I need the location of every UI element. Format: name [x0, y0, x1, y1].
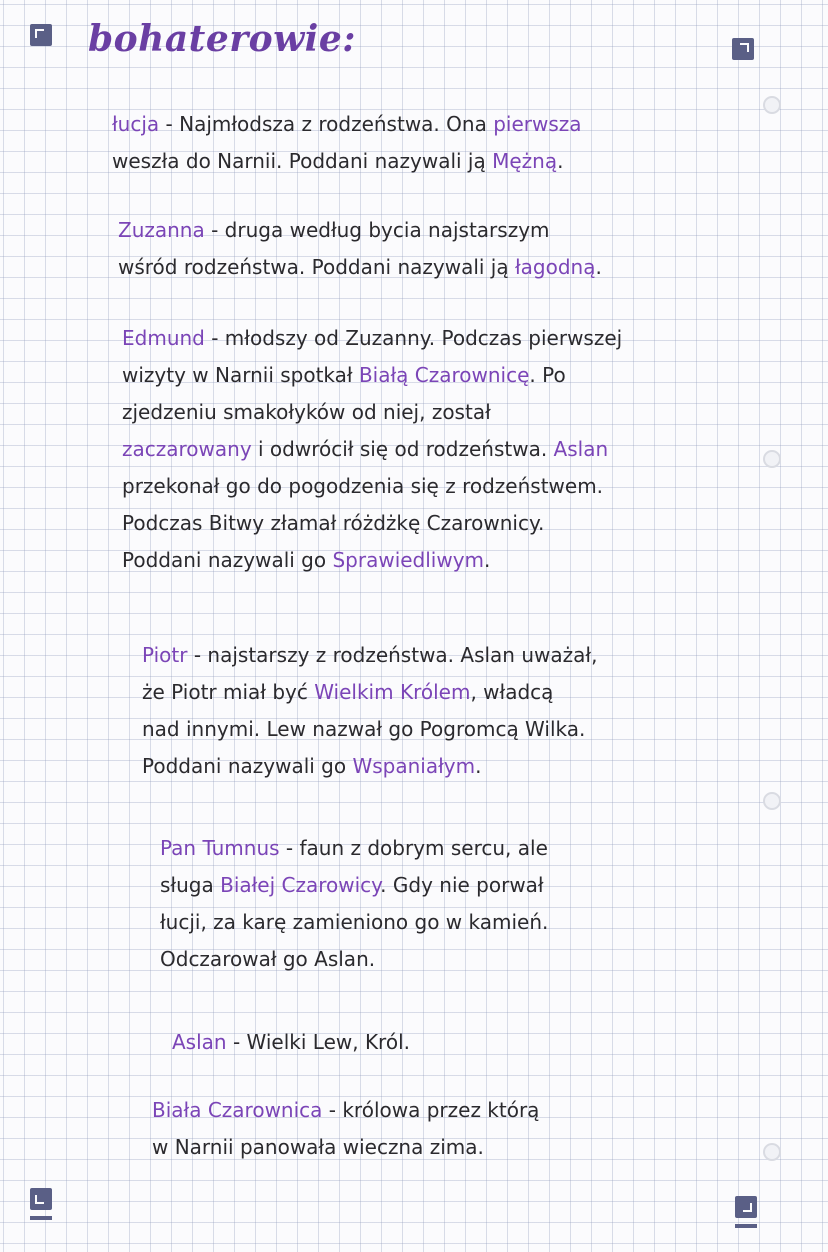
- entry-line: [142, 711, 597, 748]
- binder-hole: [763, 96, 781, 114]
- entry-line: [160, 904, 548, 941]
- corner-mark-bottom-left: [30, 1188, 52, 1210]
- entry-line: [160, 941, 548, 978]
- entry-line: [112, 106, 582, 143]
- highlighted-text: Zuzanna: [118, 218, 205, 242]
- highlighted-text: Pan Tumnus: [160, 836, 280, 860]
- entry-zuzanna: [118, 212, 602, 286]
- highlighted-text: Mężną: [492, 149, 558, 173]
- entry-text: .: [475, 754, 482, 778]
- binder-hole: [763, 450, 781, 468]
- entry-text: .: [484, 548, 491, 572]
- entry-text: - królowa przez którą: [322, 1098, 540, 1122]
- entry-text: sługa: [160, 873, 221, 897]
- entry-text: .: [595, 255, 602, 279]
- highlighted-text: Biała Czarownica: [152, 1098, 323, 1122]
- entry-text: .: [557, 149, 564, 173]
- highlighted-text: Aslan: [172, 1030, 227, 1054]
- entry-text: zjedzeniu smakołyków od niej, został: [122, 400, 491, 424]
- corner-mark-top-right: [732, 38, 754, 60]
- entry-text: - Wielki Lew, Król.: [226, 1030, 410, 1054]
- highlighted-text: Wielkim Królem: [314, 680, 471, 704]
- entry-text: Podczas Bitwy złamał różdżkę Czarownicy.: [122, 511, 545, 535]
- highlighted-text: Wspaniałym: [352, 754, 476, 778]
- entry-line: [142, 674, 597, 711]
- highlighted-text: Białą Czarownicę: [358, 363, 530, 387]
- entry-aslan: [172, 1024, 410, 1061]
- entry-line: [122, 505, 622, 542]
- binder-hole: [763, 1143, 781, 1161]
- entry-line: [122, 431, 622, 468]
- page-title: bohaterowie:: [88, 18, 357, 60]
- entry-lucja: [112, 106, 582, 180]
- highlighted-text: łucja: [112, 112, 160, 136]
- entry-text: Poddani nazywali go: [142, 754, 353, 778]
- corner-bar-bottom-right: [735, 1224, 757, 1228]
- entry-line: [118, 212, 602, 249]
- highlighted-text: zaczarowany: [122, 437, 252, 461]
- entry-piotr: [142, 637, 597, 785]
- highlighted-text: Sprawiedliwym: [332, 548, 485, 572]
- entry-text: wizyty w Narnii spotkał: [122, 363, 359, 387]
- entry-line: [122, 468, 622, 505]
- entry-line: [152, 1129, 539, 1166]
- entry-line: [172, 1024, 410, 1061]
- entry-line: [118, 249, 602, 286]
- highlighted-text: Edmund: [122, 326, 205, 350]
- entry-text: w Narnii panowała wieczna zima.: [152, 1135, 484, 1159]
- entry-line: [152, 1092, 539, 1129]
- entry-line: [160, 867, 548, 904]
- entry-line: [142, 748, 597, 785]
- entry-text: wśród rodzeństwa. Poddani nazywali ją: [118, 255, 515, 279]
- entry-text: - najstarszy z rodzeństwa. Aslan uważał,: [187, 643, 598, 667]
- entry-line: [142, 637, 597, 674]
- highlighted-text: łagodną: [514, 255, 596, 279]
- entry-text: , władcą: [470, 680, 554, 704]
- entry-text: . Gdy nie porwał: [380, 873, 544, 897]
- highlighted-text: Aslan: [553, 437, 609, 461]
- entry-text: - druga według bycia najstarszym: [204, 218, 550, 242]
- entry-line: [122, 320, 622, 357]
- entry-text: łucji, za karę zamieniono go w kamień.: [160, 910, 549, 934]
- entry-pan-tumnus: [160, 830, 548, 978]
- highlighted-text: Białej Czarowicy: [220, 873, 381, 897]
- entry-line: [122, 542, 622, 579]
- entry-text: - młodszy od Zuzanny. Podczas pierwszej: [204, 326, 623, 350]
- corner-mark-bottom-right: [735, 1196, 757, 1218]
- entry-text: - faun z dobrym sercu, ale: [279, 836, 548, 860]
- entry-biala-czarownica: [152, 1092, 539, 1166]
- entry-text: - Najmłodsza z rodzeństwa. Ona: [159, 112, 494, 136]
- highlighted-text: pierwsza: [493, 112, 582, 136]
- entry-text: Poddani nazywali go: [122, 548, 333, 572]
- corner-bar-bottom-left: [30, 1216, 52, 1220]
- corner-mark-top-left: [30, 24, 52, 46]
- entry-text: nad innymi. Lew nazwał go Pogromcą Wilka.: [142, 717, 586, 741]
- entry-edmund: [122, 320, 622, 579]
- entry-text: i odwrócił się od rodzeństwa.: [251, 437, 554, 461]
- entry-text: przekonał go do pogodzenia się z rodzeństwem.: [122, 474, 604, 498]
- entry-line: [112, 143, 582, 180]
- entry-text: Odczarował go Aslan.: [160, 947, 376, 971]
- entry-line: [122, 394, 622, 431]
- entry-line: [160, 830, 548, 867]
- entry-text: że Piotr miał być: [142, 680, 315, 704]
- highlighted-text: Piotr: [142, 643, 188, 667]
- binder-hole: [763, 792, 781, 810]
- entry-text: . Po: [529, 363, 566, 387]
- entry-line: [122, 357, 622, 394]
- entry-text: weszła do Narnii. Poddani nazywali ją: [112, 149, 493, 173]
